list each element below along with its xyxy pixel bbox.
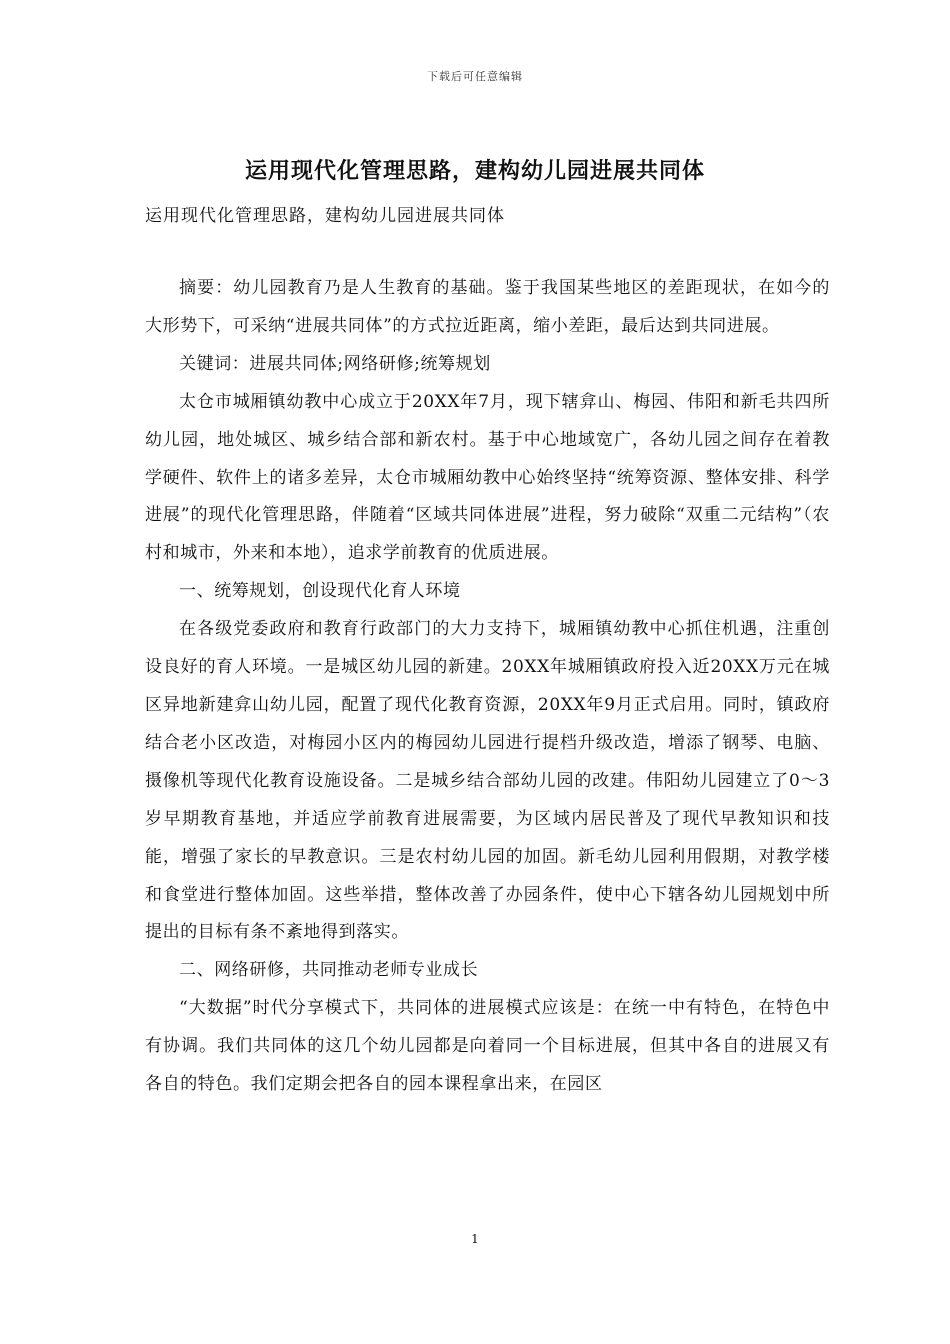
section-2-paragraph: “大数据”时代分享模式下，共同体的进展模式应该是：在统一中有特色，在特色中有协调。我们共同体的这几个幼儿园都是向着同一个目标进展，但其中各自的进展又有各自的特色。我们定期会把各自的园本课程拿出来，在园区 <box>145 998 830 1095</box>
intro-paragraph: 太仓市城厢镇幼教中心成立于20XX年7月，现下辖弇山、梅园、伟阳和新毛共四所幼儿园，地处城区、城乡结合部和新农村。基于中心地域宽广，各幼儿园之间存在着教学硬件、软件上的诸多差异，太仓市城厢幼教中心始终坚持“统筹资源、整体安排、科学进展”的现代化管理思路，伴随着“区域共同体进展”进程，努力破除“双重二元结构”（农村和城市，外来和本地），追求学前教育的优质进展。 <box>145 391 830 564</box>
document-title: 运用现代化管理思路，建构幼儿园进展共同体 <box>244 158 705 184</box>
keywords-paragraph: 关键词：进展共同体;网络研修;统筹规划 <box>179 353 491 374</box>
section-heading-2: 二、网络研修，共同推动老师专业成长 <box>179 960 479 981</box>
header-note: 下载后可任意编辑 <box>427 70 523 83</box>
document-subtitle: 运用现代化管理思路，建构幼儿园进展共同体 <box>145 206 505 226</box>
document-body <box>145 270 830 1104</box>
page-number: 1 <box>471 1232 479 1246</box>
section-heading-1: 一、统筹规划，创设现代化育人环境 <box>179 581 461 602</box>
section-1-paragraph: 在各级党委政府和教育行政部门的大力支持下，城厢镇幼教中心抓住机遇，注重创设良好的育人环境。一是城区幼儿园的新建。20XX年城厢镇政府投入近20XX万元在城区异地新建弇山幼儿园，配置了现代化教育资源，20XX年9月正式启用。同时，镇政府结合老小区改造，对梅园小区内的梅园幼儿园进行提档升级改造，增添了钢琴、电脑、摄像机等现代化教育设施设备。二是城乡结合部幼儿园的改建。伟阳幼儿园建立了0～3岁早期教育基地，并适应学前教育进展需要，为区域内居民普及了现代早教知识和技能，增强了家长的早教意识。三是农村幼儿园的加固。新毛幼儿园利用假期，对教学楼和食堂进行整体加固。这些举措，整体改善了办园条件，使中心下辖各幼儿园规划中所提出的目标有条不紊地得到落实。 <box>145 619 830 943</box>
abstract-paragraph: 摘要：幼儿园教育乃是人生教育的基础。鉴于我国某些地区的差距现状，在如今的大形势下，可采纳“进展共同体”的方式拉近距离，缩小差距，最后达到共同进展。 <box>145 278 830 336</box>
